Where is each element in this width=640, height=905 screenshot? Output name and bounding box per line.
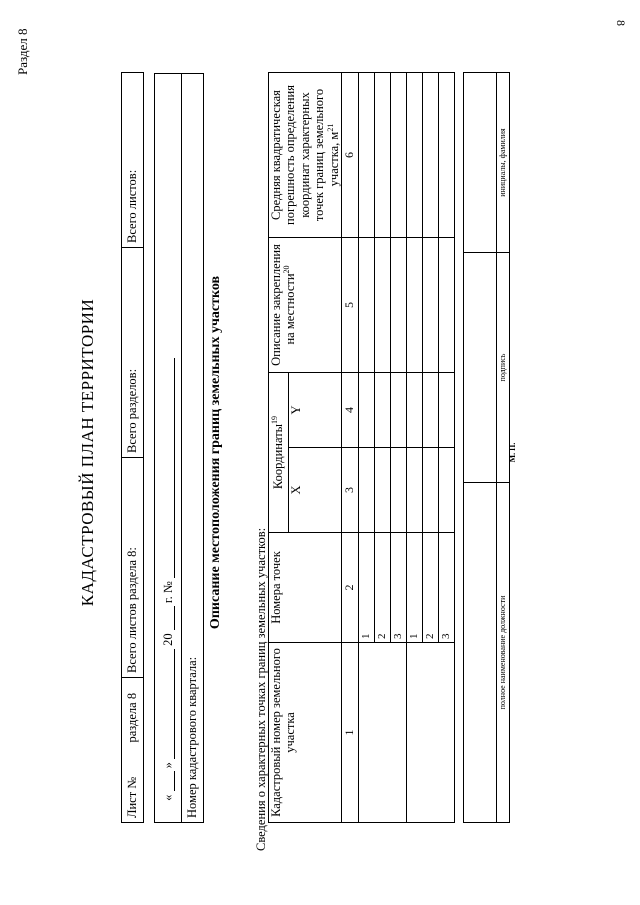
fixing-cell [438,238,454,373]
section-part-label: раздела 8 [125,692,140,743]
close-quote: » [160,762,175,769]
header-mean-square-error [269,73,342,238]
column-number-3: 3 [341,448,358,533]
error-cell [422,73,438,238]
header-coordinates-label: Координаты [271,423,286,490]
x-cell [390,448,406,533]
fixing-cell [390,238,406,373]
x-cell [358,448,374,533]
fixing-cell [374,238,390,373]
cadastral-number-cell [406,643,454,823]
x-cell [374,448,390,533]
name-field [464,73,497,253]
total-sheets-label: Всего листов: [122,73,144,248]
header-cadastral-number: Кадастровый номер земельного участка [269,643,342,823]
date-cell [155,74,182,823]
y-cell [390,373,406,448]
error-cell [374,73,390,238]
signature-table [463,72,510,823]
column-number-2: 2 [341,533,358,643]
table-caption: Сведения о характерных точках границ земельных участков: [254,527,268,851]
position-field [464,483,497,823]
stamp-place: М. П. [508,442,517,463]
column-number-1: 1 [341,643,358,823]
header-point-numbers: Номера точек [269,533,342,643]
position-label: полное наименование должности [497,483,510,823]
header-error-label: Средняя квадратическая погрешность определения координат характерных точек границ земельного участка, м [269,85,341,225]
point-number: 3 [390,533,406,643]
column-number-4: 4 [341,373,358,448]
quarter-label: Номер кадастрового квартала: [185,656,200,818]
page-title: КАДАСТРОВЫЙ ПЛАН ТЕРРИТОРИИ [78,298,97,607]
y-cell [422,373,438,448]
header-coordinates [269,373,289,533]
x-cell [438,448,454,533]
quarter-cell [182,74,204,823]
open-quote: « [160,794,175,801]
y-cell [358,373,374,448]
header-fixing-description [269,238,342,373]
footnote-20: 20 [282,265,292,274]
error-cell [358,73,374,238]
year-prefix: 20 [160,633,175,646]
point-number: 2 [374,533,390,643]
section-label: Раздел 8 [15,28,30,75]
header-table [121,72,144,823]
sheet-number-cell [122,678,144,823]
column-number-5: 5 [341,238,358,373]
header-x: X [288,448,341,533]
sheets-in-section-label: Всего листов раздела 8: [122,458,144,678]
header-y: Y [288,373,341,448]
point-number: 1 [406,533,422,643]
year-suffix: г. № [160,581,175,604]
date-table [154,73,204,823]
total-sections-label: Всего разделов: [122,248,144,458]
cadastral-number-cell [358,643,406,823]
footnote-19: 19 [270,415,280,424]
point-number: 2 [422,533,438,643]
header-fixing-label: Описание закрепления на местности [269,244,298,366]
signature-field [464,253,497,483]
name-label: инициалы, фамилия [497,73,510,253]
boundary-points-table [268,72,455,823]
x-cell [422,448,438,533]
error-cell [390,73,406,238]
page-number: 8 [614,20,628,26]
footnote-21: 21 [325,123,335,132]
error-cell [438,73,454,238]
y-cell [374,373,390,448]
x-cell [406,448,422,533]
point-number: 1 [358,533,374,643]
y-cell [406,373,422,448]
point-number: 3 [438,533,454,643]
fixing-cell [422,238,438,373]
sheet-no-label: Лист № [125,776,140,818]
column-number-6: 6 [341,73,358,238]
section-heading: Описание местоположения границ земельных участков [208,275,223,630]
signature-label: подпись [497,253,510,483]
fixing-cell [358,238,374,373]
error-cell [406,73,422,238]
y-cell [438,373,454,448]
fixing-cell [406,238,422,373]
